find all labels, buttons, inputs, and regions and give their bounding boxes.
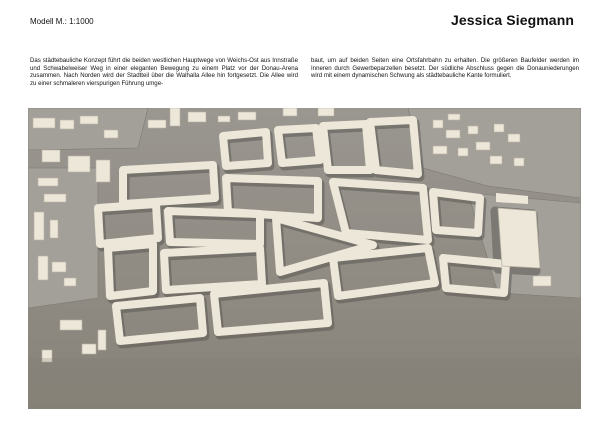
urban-model-photo xyxy=(28,108,581,409)
model-scale-label: Modell M.: 1:1000 xyxy=(30,17,94,26)
description-left-column: Das städtebauliche Konzept führt die beiden westlichen Hauptwege von Weichs-Ost aus Innstraße und Schwabelweiser Weg in einer eleganten Bewegung zu einem Platz vor der Donau-Arena zusammen. Nach Norden wird der Stadtteil über die Walhalla Allee hin fortgesetzt. Die Allee wird zu einer schmaleren vierspurigen Führung umge- xyxy=(30,57,298,87)
description-right-column: baut, um auf beiden Seiten eine Ortsfahrbahn zu erhalten. Die größeren Baufelder werden im Inneren durch Gewerbeparzellen besetzt. Der südliche Abschluss gegen die Donauniederungen wird mit einem dynamischen Schwung als städtebauliche Kante formuliert. xyxy=(311,57,579,80)
author-name: Jessica Siegmann xyxy=(451,12,574,28)
